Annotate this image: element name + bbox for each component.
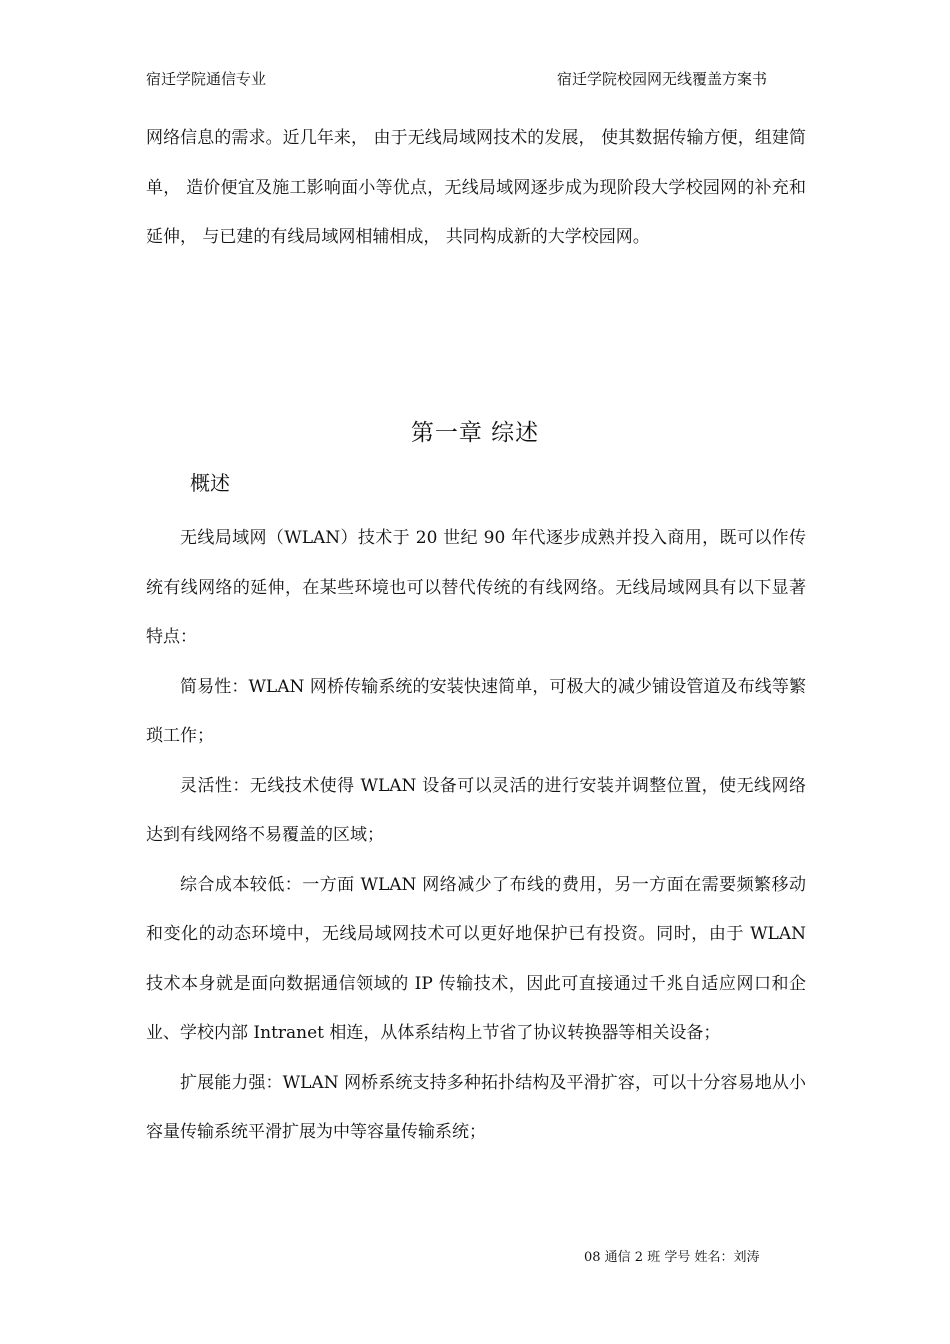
- paragraph-overview: 无线局域网（WLAN）技术于 20 世纪 90 年代逐步成熟并投入商用，既可以作传统有线网络的延伸，在某些环境也可以替代传统的有线网络。无线局域网具有以下显著特点：: [146, 528, 806, 647]
- main-content: [146, 514, 806, 1158]
- header-right-text: 宿迁学院校园网无线覆盖方案书: [557, 70, 768, 88]
- chapter-title: 第一章 综述: [410, 420, 540, 446]
- paragraph-flexibility: 灵活性：无线技术使得 WLAN 设备可以灵活的进行安装并调整位置，使无线网络达到有线网络不易覆盖的区域；: [146, 775, 806, 845]
- paragraph-cost: 综合成本较低：一方面 WLAN 网络减少了布线的费用，另一方面在需要频繁移动和变化的动态环境中，无线局域网技术可以更好地保护已有投资。同时，由于 WLAN 技术本身就是面向数据通信领域的 IP 传输技术，因此可直接通过千兆自适应网口和企业、学校内部 Intranet 相连，从体系结构上节省了协议转换器等相关设备；: [146, 874, 806, 1043]
- paragraph-scalability: 扩展能力强：WLAN 网桥系统支持多种拓扑结构及平滑扩容，可以十分容易地从小容量传输系统平滑扩展为中等容量传输系统；: [146, 1072, 806, 1142]
- footer-text: 08 通信 2 班 学号 姓名：刘涛: [584, 1250, 760, 1265]
- header-left-text: 宿迁学院通信专业: [146, 70, 267, 88]
- paragraph-simplicity: 简易性：WLAN 网桥传输系统的安装快速简单，可极大的减少铺设管道及布线等繁琐工作；: [146, 676, 806, 746]
- section-title: 概述: [190, 471, 230, 495]
- intro-paragraph: 网络信息的需求。近几年来， 由于无线局域网技术的发展， 使其数据传输方便，组建简单， 造价便宜及施工影响面小等优点，无线局域网逐步成为现阶段大学校园网的补充和延伸， 与已建的有线局域网相辅相成， 共同构成新的大学校园网。: [146, 128, 806, 247]
